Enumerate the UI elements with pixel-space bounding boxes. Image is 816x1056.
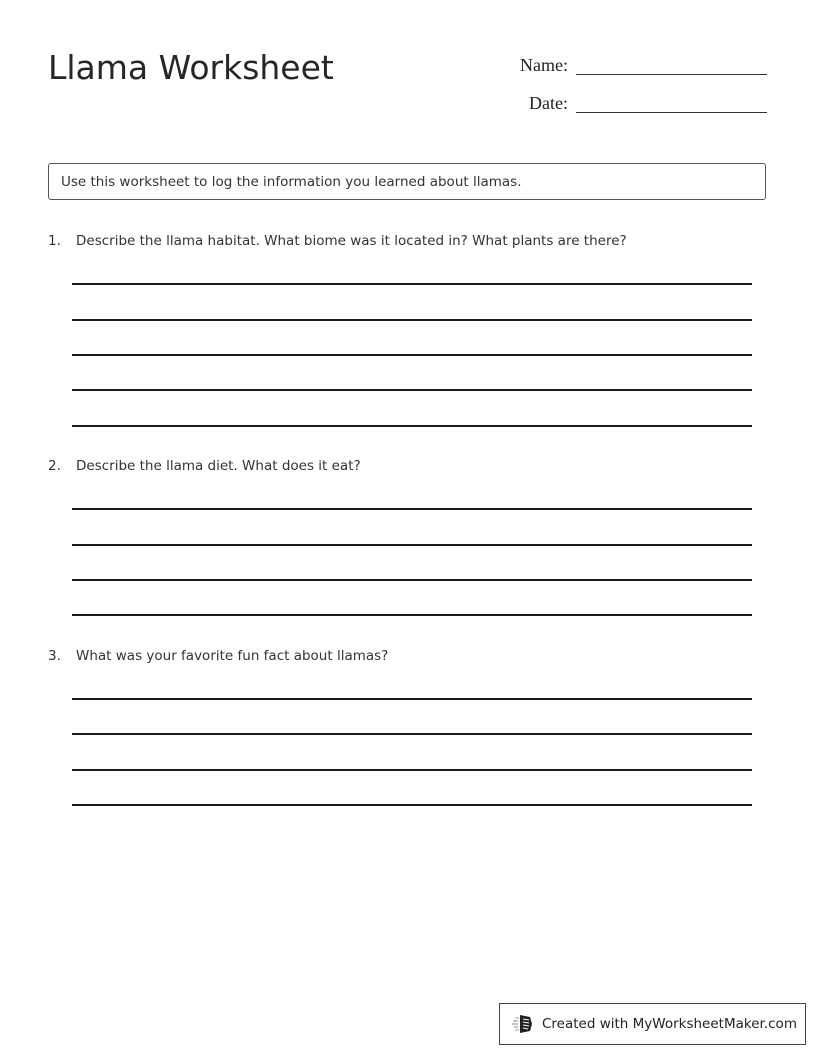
name-label: Name: [520, 55, 568, 75]
worksheet-logo-icon [512, 1013, 536, 1035]
answer-line-q1-1[interactable] [72, 283, 752, 285]
question-text: Describe the llama habitat. What biome was it located in? What plants are there? [76, 233, 627, 249]
footer-badge[interactable] [499, 1003, 806, 1045]
answer-line-q3-2[interactable] [72, 733, 752, 735]
question-text: What was your favorite fun fact about llamas? [76, 648, 389, 664]
answer-line-q2-3[interactable] [72, 579, 752, 581]
answer-line-q3-1[interactable] [72, 698, 752, 700]
answer-line-q2-1[interactable] [72, 508, 752, 510]
page-title: Llama Worksheet [48, 48, 334, 87]
answer-line-q1-3[interactable] [72, 354, 752, 356]
question-number: 1. [48, 233, 61, 249]
instructions-box: Use this worksheet to log the information you learned about llamas. [48, 163, 766, 200]
question-number: 3. [48, 648, 61, 664]
question-2 [48, 457, 361, 475]
name-field[interactable] [576, 54, 767, 75]
answer-line-q3-3[interactable] [72, 769, 752, 771]
answer-line-q2-2[interactable] [72, 544, 752, 546]
answer-line-q2-4[interactable] [72, 614, 752, 616]
answer-line-q1-2[interactable] [72, 319, 752, 321]
question-text: Describe the llama diet. What does it eat? [76, 458, 361, 474]
question-3 [48, 647, 388, 665]
footer-text: Created with MyWorksheetMaker.com [542, 1016, 797, 1032]
date-field[interactable] [576, 92, 767, 113]
name-row [498, 54, 767, 75]
date-row [498, 92, 767, 113]
answer-line-q3-4[interactable] [72, 804, 752, 806]
question-number: 2. [48, 458, 61, 474]
date-label: Date: [529, 93, 568, 113]
answer-line-q1-5[interactable] [72, 425, 752, 427]
question-1 [48, 232, 627, 250]
answer-line-q1-4[interactable] [72, 389, 752, 391]
